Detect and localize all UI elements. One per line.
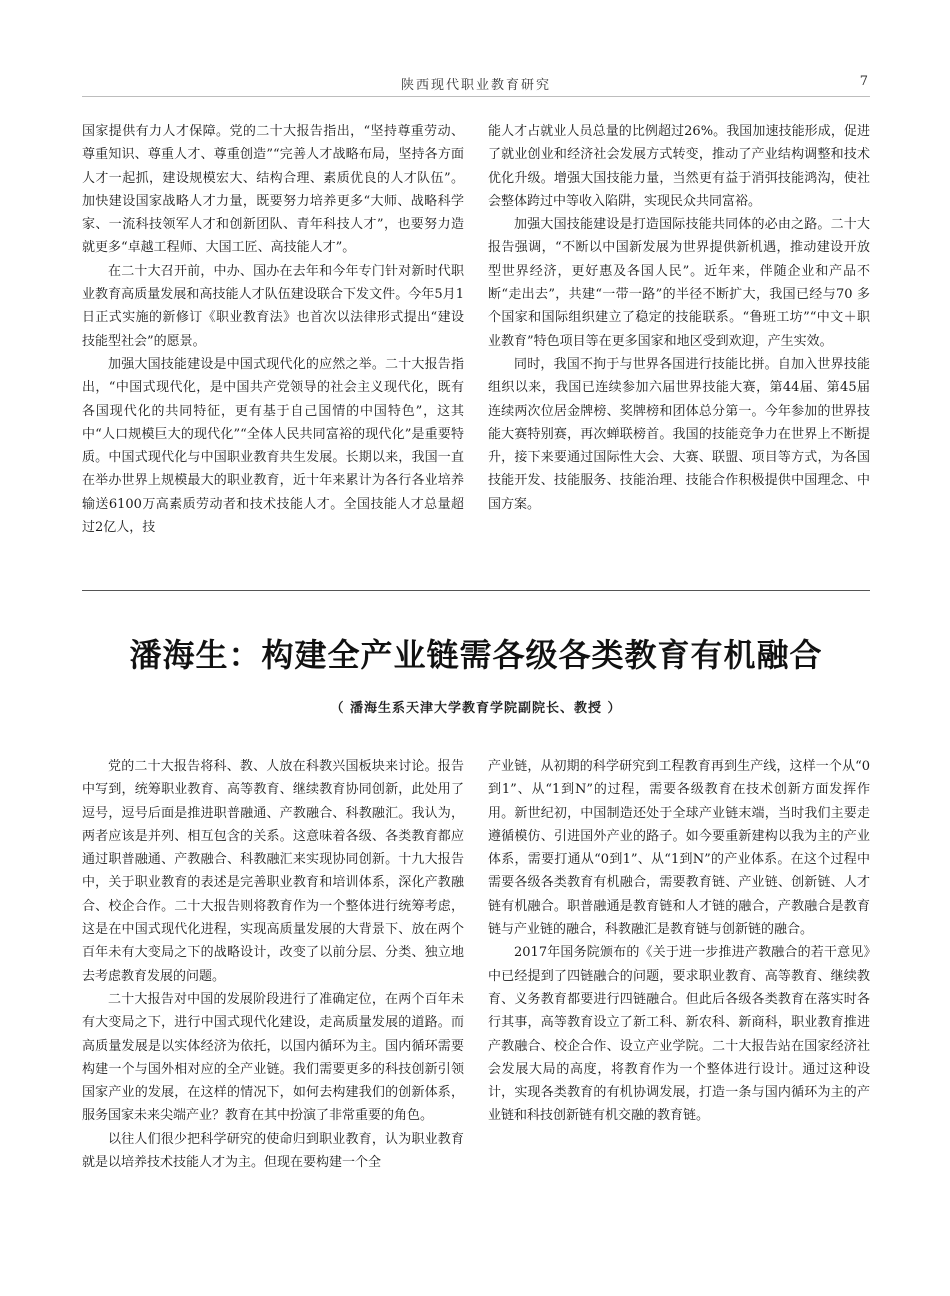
paragraph: 在二十大召开前，中办、国办在去年和今年专门针对新时代职业教育高质量发展和高技能人才队伍建设联合下发文件。今年5月1日正式实施的新修订《职业教育法》也首次以法律形式提出“建设技能型社会”的愿景。	[82, 263, 464, 349]
paragraph: 产业链，从初期的科学研究到工程教育再到生产线，这样一个从“0到1”、从“1到N”的过程，需要各级教育在技术创新方面发挥作用。新世纪初，中国制造还处于全球产业链末端，当时我们主要走遵循模仿、引进国外产业的路子。如今要重新建构以我为主的产业体系，需要打通从“0到1”、从“1到N”的产业体系。在这个过程中需要各级各类教育有机融合，需要教育链、产业链、创新链、人才链有机融合。职普融通是教育链和人才链的融合，产教融合是教育链与产业链的融合，科教融汇是教育链与创新链的融合。	[488, 759, 870, 938]
article-title: 潘海生：构建全产业链需各级各类教育有机融合	[129, 636, 823, 674]
paragraph: 能人才占就业人员总量的比例超过26%。我国加速技能形成，促进了就业创业和经济社会发展方式转变，推动了产业结构调整和技术优化升级。增强大国技能力量，当然更有益于消弭技能鸿沟，使社会整体跨过中等收入陷阱，实现民众共同富裕。	[488, 124, 870, 209]
paragraph: 以往人们很少把科学研究的使命归到职业教育，认为职业教育就是以培养技术技能人才为主。但现在要构建一个全	[82, 1131, 464, 1171]
journal-name: 陕西现代职业教育研究	[400, 78, 551, 93]
paragraph: 党的二十大报告将科、教、人放在科教兴国板块来讨论。报告中写到，统筹职业教育、高等教育、继续教育协同创新，此处用了逗号，逗号后面是推进职普融通、产教融合、科教融汇。我认为，两者应该是并列、相互包含的关系。这意味着各级、各类教育都应通过职普融通、产教融合、科教融汇来实现协同创新。十九大报告中，关于职业教育的表述是完善职业教育和培训体系，深化产教融合、校企合作。二十大报告则将教育作为一个整体进行统筹考虑，这是在中国式现代化进程，实现高质量发展的大背景下、放在两个百年未有大变局之下的战略设计，改变了以前分层、分类、独立地去考虑教育发展的问题。	[82, 759, 464, 984]
previous-article-continuation	[82, 120, 870, 539]
section-divider	[82, 590, 870, 591]
paragraph: 二十大报告对中国的发展阶段进行了准确定位，在两个百年未有大变局之下，进行中国式现代化建设，走高质量发展的道路。而高质量发展是以实体经济为依托，以国内循环为主。国内循环需要构建一个与国外相对应的全产业链。我们需要更多的科技创新引领国家产业的发展，在这样的情况下，如何去构建我们的创新体系，服务国家未来尖端产业？教育在其中扮演了非常重要的角色。	[82, 991, 464, 1124]
paragraph: 国家提供有力人才保障。党的二十大报告指出，“坚持尊重劳动、尊重知识、尊重人才、尊重创造”“完善人才战略布局，坚持各方面人才一起抓，建设规模宏大、结构合理、素质优良的人才队伍”。加快建设国家战略人才力量，既要努力培养更多“大师、战略科学家、一流科技领军人才和创新团队、青年科技人才”，也要努力造就更多“卓越工程师、大国工匠、高技能人才”。	[82, 124, 464, 256]
article-body	[82, 755, 870, 1174]
top-right-column	[488, 120, 870, 539]
running-header	[82, 70, 870, 97]
author-byline: （ 潘海生系天津大学教育学院副院长、教授 ）	[330, 701, 622, 716]
article-left-column	[82, 755, 464, 1174]
paragraph: 2017年国务院颁布的《关于进一步推进产教融合的若干意见》中已经提到了四链融合的问题，要求职业教育、高等教育、继续教育、义务教育都要进行四链融合。但此后各级各类教育在落实时各行其事，高等教育设立了新工科、新农科、新商科，职业教育推进产教融合、校企合作、设立产业学院。二十大报告站在国家经济社会发展大局的高度，将教育作为一个整体进行设计。通过这种设计，实现各类教育的有机协调发展，打造一条与国内循环为主的产业链和科技创新链有机交融的教育链。	[488, 945, 870, 1124]
paragraph: 同时，我国不拘于与世界各国进行技能比拼。自加入世界技能组织以来，我国已连续参加六届世界技能大赛，第44届、第45届连续两次位居金牌榜、奖牌榜和团体总分第一。今年参加的世界技能大赛特别赛，再次蝉联榜首。我国的技能竞争力在世界上不断提升，接下来要通过国际性大会、大赛、联盟、项目等方式，为各国技能开发、技能服务、技能治理、技能合作积极提供中国理念、中国方案。	[488, 356, 870, 512]
top-left-column	[82, 120, 464, 539]
article-right-column	[488, 755, 870, 1174]
paragraph: 加强大国技能建设是打造国际技能共同体的必由之路。二十大报告强调，“不断以中国新发展为世界提供新机遇，推动建设开放型世界经济，更好惠及各国人民”。近年来，伴随企业和产品不断“走出去”，共建“一带一路”的半径不断扩大，我国已经与70 多个国家和国际组织建立了稳定的技能联系。“鲁班工坊”“中文＋职业教育”特色项目等在更多国家和地区受到欢迎，产生实效。	[488, 217, 870, 349]
page-number: 7	[859, 74, 868, 89]
paragraph: 加强大国技能建设是中国式现代化的应然之举。二十大报告指出，“中国式现代化，是中国共产党领导的社会主义现代化，既有各国现代化的共同特征，更有基于自己国情的中国特色”，这其中“人口规模巨大的现代化”“全体人民共同富裕的现代化”是重要特质。中国式现代化与中国职业教育共生发展。长期以来，我国一直在举办世界上规模最大的职业教育，近十年来累计为各行各业培养输送6100万高素质劳动者和技术技能人才。全国技能人才总量超过2亿人，技	[82, 356, 464, 536]
